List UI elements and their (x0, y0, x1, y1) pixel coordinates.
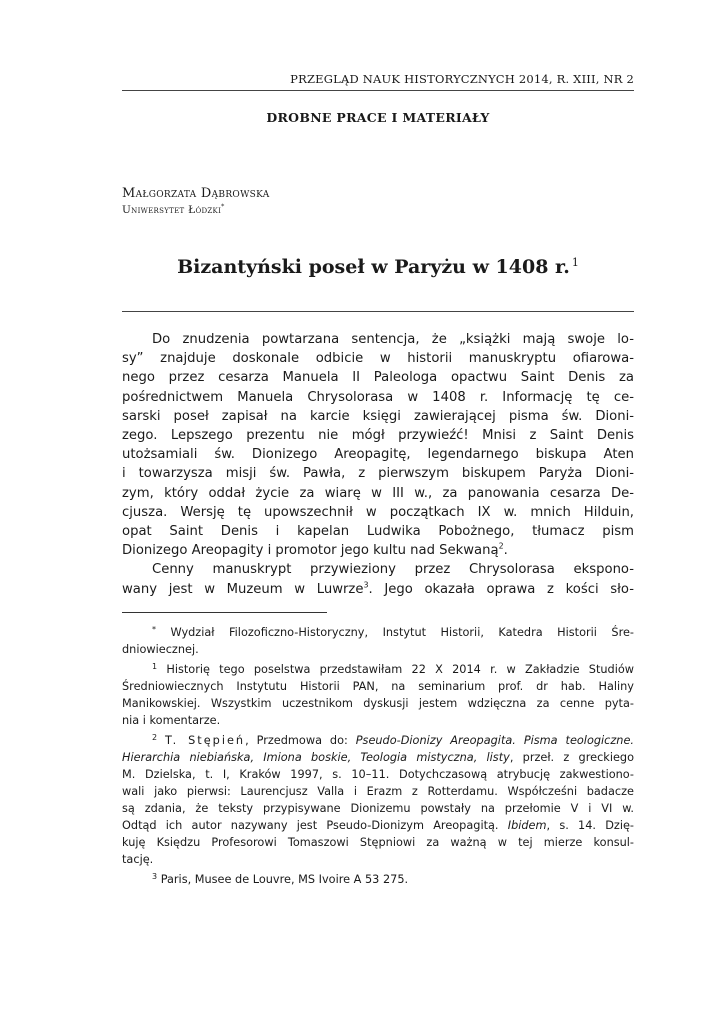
footnote-line (122, 749, 634, 766)
title-footnote-mark: 1 (571, 256, 579, 269)
body-line: pośrednictwem Manuela Chrysolorasa w 1408 r. Informację tę ce- (122, 389, 634, 405)
affiliation-footnote-mark: * (221, 203, 225, 211)
footnote-author: T. Stępień (165, 734, 246, 747)
footnote-italic: Hierarchia niebiańska, Imiona boskie, Teologia mistyczna, listy (122, 751, 510, 764)
body-line: Cenny manuskrypt przywieziony przez Chrysolorasa ekspono- (152, 562, 634, 578)
body-line-text: Dionizego Areopagity i promotor jego kultu nad Sekwaną (122, 543, 499, 559)
title-rule (122, 311, 634, 312)
footnote-text: Paris, Musee de Louvre, MS Ivoire A 53 275. (160, 873, 409, 886)
footnote-text: , Przedmowa do: (245, 734, 356, 747)
body-line: i towarzysza misji św. Pawła, z pierwszym biskupem Paryża Dioni- (122, 466, 634, 482)
footnote-2 (122, 729, 634, 749)
article-title-text: Bizantyński poseł w Paryżu w 1408 r. (177, 256, 570, 278)
footnote-line: M. Dzielska, t. I, Kraków 1997, s. 10–11. Dotychczasową atrybucję zakwestiono- (122, 768, 634, 781)
body-line-text: . Jego okazała oprawa z kości sło- (368, 581, 634, 597)
body-line (122, 580, 634, 599)
footnote-line: wali jako pierwsi: Laurencjusz Valla i Erazm z Rotterdamu. Współcześni badacze (122, 785, 634, 798)
body-line: nego przez cesarza Manuela II Paleologa opactwu Saint Denis za (122, 370, 634, 386)
footnote-text: , przeł. z greckiego (509, 751, 634, 764)
footnotes (122, 621, 634, 888)
body-line-text: wany jest w Muzeum w Luwrze (122, 581, 364, 597)
footnote-line: Średniowiecznych Instytutu Historii PAN, na seminarium prof. dr hab. Haliny (122, 680, 634, 693)
footnote-text: Odtąd ich autor nazywany jest Pseudo-Dionizym Areopagitą. (122, 819, 508, 832)
body-line: Do znudzenia powtarzana sentencja, że „książki mają swoje lo- (152, 332, 634, 347)
footnote-italic: Ibidem (507, 819, 547, 832)
footnote-star (122, 621, 634, 641)
article-title (122, 256, 634, 278)
footnote-text: Wydział Filozoficzno-Historyczny, Instytut Historii, Katedra Historii Śre- (170, 626, 634, 639)
footnote-separator (122, 612, 327, 613)
header-rule (122, 90, 634, 91)
footnote-mark: 3 (152, 872, 158, 881)
body-line: utożsamiali św. Dionizego Areopagitę, legendarnego biskupa Aten (122, 447, 634, 463)
footnote-italic: Pseudo-Dionizy Areopagita. Pisma teologiczne. (355, 734, 635, 747)
running-head: PRZEGLĄD NAUK HISTORYCZNYCH 2014, R. XIII, NR 2 (290, 72, 634, 86)
footnote-line: kuję Księdzu Profesorowi Tomaszowi Stępniowi za ważną w tej mierze konsul- (122, 836, 634, 849)
body-text (122, 330, 634, 599)
footnote-ref-2: 2 (498, 541, 504, 551)
author-name: Małgorzata Dąbrowska (122, 186, 270, 201)
footnote-text: Historię tego poselstwa przedstawiłam 22 X 2014 r. w Zakładzie Studiów (166, 663, 635, 676)
footnote-line (122, 817, 634, 834)
body-line: cjusza. Wersję tę upowszechnił w początkach IX w. mnich Hilduin, (122, 504, 634, 520)
footnote-3 (122, 868, 634, 888)
body-line: Dionizego Areopagity i promotor jego kultu nad Sekwaną$^2$. (122, 541, 508, 559)
footnote-text: , s. 14. Dzię- (546, 819, 634, 832)
body-line: opat Saint Denis i kapelan Ludwika Pobożnego, tłumacz pism (122, 524, 634, 540)
author-affiliation (122, 204, 225, 216)
footnote-line: są zdania, że teksty przypisywane Dionizemu powstały na przełomie V i VI w. (122, 802, 634, 815)
section-title: DROBNE PRACE I MATERIAŁY (266, 110, 490, 125)
affiliation-text: Uniwersytet Łódzki (122, 204, 222, 216)
body-line: zym, który oddał życie za wiarę w III w., za panowania cesarza De- (122, 485, 634, 501)
footnote-line: nia i komentarze. (122, 714, 221, 727)
footnote-line: Manikowskiej. Wszystkim uczestnikom dyskusji jestem wdzięczna za cenne pyta- (122, 697, 634, 710)
footnote-mark: 1 (152, 662, 158, 671)
body-line: zego. Lepszego prezentu nie mógł przywieźć! Mnisi z Saint Denis (122, 428, 634, 444)
footnote-line: tację. (122, 853, 154, 866)
footnote-line: dniowiecznej. (122, 643, 199, 656)
footnote-mark: 2 (152, 733, 158, 742)
footnote-ref-3: 3 (363, 580, 369, 590)
body-line: sy” znajduje doskonale odbicie w historii manuskryptu ofiarowa- (122, 351, 634, 367)
body-line: sarski poseł zapisał na karcie księgi zawierającej pisma św. Dioni- (122, 408, 634, 424)
footnote-mark: * (152, 625, 156, 634)
footnote-1 (122, 658, 634, 678)
